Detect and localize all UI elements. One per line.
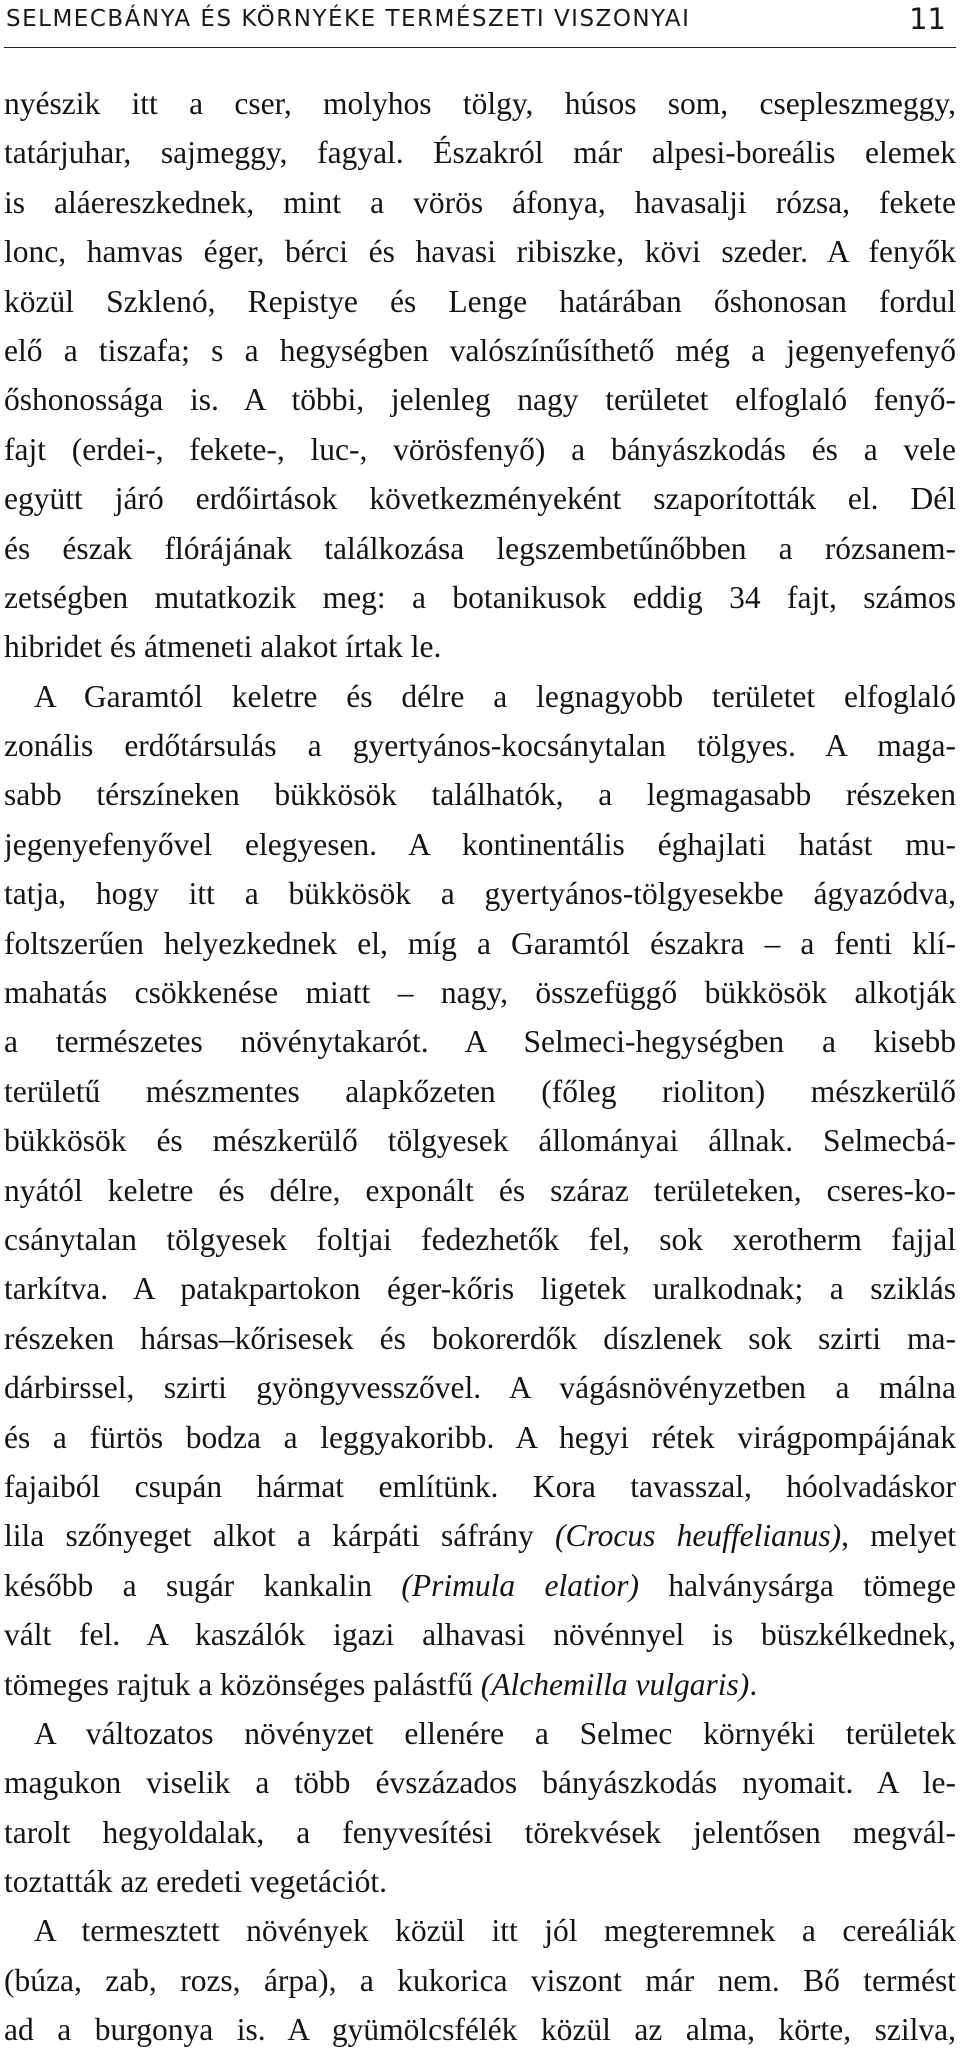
text-segment: tatja, hogy itt a bükkösök a gyertyános-tölgyesekbe ágyazódva, <box>4 876 956 912</box>
text-segment: . <box>749 1666 758 1702</box>
text-segment: csánytalan tölgyesek foltjai fedezhetők fel, sok xerotherm fajjal <box>4 1221 956 1257</box>
text-line <box>4 2005 956 2054</box>
text-segment: fajaiból csupán hármat említünk. Kora tavasszal, hóolvadáskor <box>4 1468 956 1504</box>
text-segment: halványsárga tömege <box>638 1567 956 1603</box>
text-line <box>4 1264 956 1313</box>
text-segment: sabb térszíneken bükkösök találhatók, a legmagasabb részeken <box>4 777 956 813</box>
text-segment: később a sugár kankalin <box>4 1567 402 1603</box>
text-segment: együtt járó erdőirtások következményeként szaporították el. Dél <box>4 481 956 517</box>
text-segment: toztatták az eredeti vegetációt. <box>4 1864 388 1900</box>
text-segment: A termesztett növények közül itt jól megteremnek a cereáliák <box>34 1913 956 1949</box>
text-line <box>4 869 956 918</box>
text-line <box>4 573 956 622</box>
text-segment: és a fürtös bodza a leggyakoribb. A hegyi rétek virágpompájának <box>4 1419 956 1455</box>
text-segment: a természetes növénytakarót. A Selmeci-hegységben a kisebb <box>4 1024 956 1060</box>
text-line <box>4 1314 956 1363</box>
text-segment: lonc, hamvas éger, bérci és havasi ribiszke, kövi szeder. A fenyők <box>4 234 956 270</box>
text-segment: hibridet és átmeneti alakot írtak le. <box>4 629 442 665</box>
text-line <box>4 524 956 573</box>
text-line <box>4 1462 956 1511</box>
text-line <box>4 1758 956 1807</box>
running-title: SELMECBÁNYA ÉS KÖRNYÉKE TERMÉSZETI VISZONYAI <box>6 6 691 32</box>
text-line <box>4 1660 956 1709</box>
latin-name: (Alchemilla vulgaris) <box>480 1666 750 1702</box>
text-line <box>4 474 956 523</box>
text-segment: mahatás csökkenése miatt – nagy, összefüggő bükkösök alkotják <box>4 975 956 1011</box>
text-line <box>4 1166 956 1215</box>
text-segment: tömeges rajtuk a közönséges palástfű <box>4 1666 481 1702</box>
text-line <box>4 721 956 770</box>
text-line <box>4 1561 956 1610</box>
text-segment: magukon viselik a több évszázados bányászkodás nyomait. A le- <box>4 1765 956 1801</box>
text-segment: A Garamtól keletre és délre a legnagyobb területet elfoglaló <box>34 678 956 714</box>
text-segment: őshonossága is. A többi, jelenleg nagy területet elfoglaló fenyő- <box>4 382 956 418</box>
text-segment: zonális erdőtársulás a gyertyános-kocsánytalan tölgyes. A maga- <box>4 728 956 764</box>
latin-name: (Primula elatior) <box>401 1567 639 1603</box>
text-segment: területű mészmentes alapkőzeten (főleg rioliton) mészkerülő <box>4 1073 956 1109</box>
text-segment: nyától keletre és délre, exponált és száraz területeken, cseres-ko- <box>4 1172 956 1208</box>
book-page <box>4 0 956 2048</box>
text-segment: tatárjuhar, sajmeggy, fagyal. Északról már alpesi-boreális elemek <box>4 135 956 171</box>
text-segment: tarolt hegyoldalak, a fenyvesítési törekvések jelentősen megvál- <box>4 1814 956 1850</box>
text-segment: jegenyefenyővel elegyesen. A kontinentális éghajlati hatást mu- <box>4 826 956 862</box>
text-line <box>4 1413 956 1462</box>
text-line <box>4 1956 956 2005</box>
page-number: 11 <box>909 2 946 36</box>
text-segment: A változatos növényzet ellenére a Selmec környéki területek <box>34 1715 956 1751</box>
text-segment: vált fel. A kaszálók igazi alhavasi növénnyel is büszkélkednek, <box>4 1617 956 1653</box>
text-segment: lila szőnyeget alkot a kárpáti sáfrány <box>4 1518 556 1554</box>
text-line <box>4 227 956 276</box>
text-line <box>4 919 956 968</box>
text-line <box>4 1511 956 1560</box>
text-line <box>4 425 956 474</box>
text-line <box>4 1808 956 1857</box>
text-segment: (búza, zab, rozs, árpa), a kukorica viszont már nem. Bő termést <box>4 1962 956 1998</box>
text-line <box>4 622 956 671</box>
text-line <box>4 1610 956 1659</box>
text-segment: , melyet <box>841 1518 956 1554</box>
text-segment: zetségben mutatkozik meg: a botanikusok eddig 34 fajt, számos <box>4 579 956 615</box>
text-segment: és észak flórájának találkozása legszembetűnőbben a rózsanem- <box>4 530 956 566</box>
text-line <box>4 1857 956 1906</box>
text-line <box>4 277 956 326</box>
text-line <box>4 770 956 819</box>
text-line <box>4 1709 956 1758</box>
text-line <box>4 1906 956 1955</box>
text-line <box>4 128 956 177</box>
text-line <box>4 1067 956 1116</box>
text-segment: fajt (erdei-, fekete-, luc-, vörösfenyő) a bányászkodás és a vele <box>4 431 956 467</box>
text-segment: bükkösök és mészkerülő tölgyesek állományai állnak. Selmecbá- <box>4 1123 956 1159</box>
text-segment: részeken hársas–kőrisesek és bokorerdők díszlenek sok szirti ma- <box>4 1320 956 1356</box>
text-line <box>4 1017 956 1066</box>
text-segment: is aláereszkednek, mint a vörös áfonya, havasalji rózsa, fekete <box>4 184 956 220</box>
text-line <box>4 79 956 128</box>
text-segment: elő a tiszafa; s a hegységben valószínűsíthető még a jegenyefenyő <box>4 332 956 368</box>
text-line <box>4 326 956 375</box>
text-line <box>4 968 956 1017</box>
text-line <box>4 820 956 869</box>
text-line <box>4 1363 956 1412</box>
text-segment: közül Szklenó, Repistye és Lenge határában őshonosan fordul <box>4 283 956 319</box>
running-head <box>4 0 956 48</box>
text-line <box>4 1116 956 1165</box>
text-line <box>4 178 956 227</box>
text-line <box>4 375 956 424</box>
text-line <box>4 672 956 721</box>
text-segment: nyészik itt a cser, molyhos tölgy, húsos som, csepleszmeggy, <box>4 86 956 121</box>
latin-name: (Crocus heuffelianus) <box>555 1518 842 1554</box>
text-segment: tarkítva. A patakpartokon éger-kőris ligetek uralkodnak; a sziklás <box>4 1271 956 1307</box>
body-text <box>4 79 956 2055</box>
text-segment: foltszerűen helyezkednek el, míg a Garamtól északra – a fenti klí- <box>4 925 956 961</box>
text-segment: ad a burgonya is. A gyümölcsfélék közül az alma, körte, szilva, <box>4 2012 956 2048</box>
text-segment: dárbirssel, szirti gyöngyvesszővel. A vágásnövényzetben a málna <box>4 1370 956 1406</box>
text-line <box>4 1215 956 1264</box>
